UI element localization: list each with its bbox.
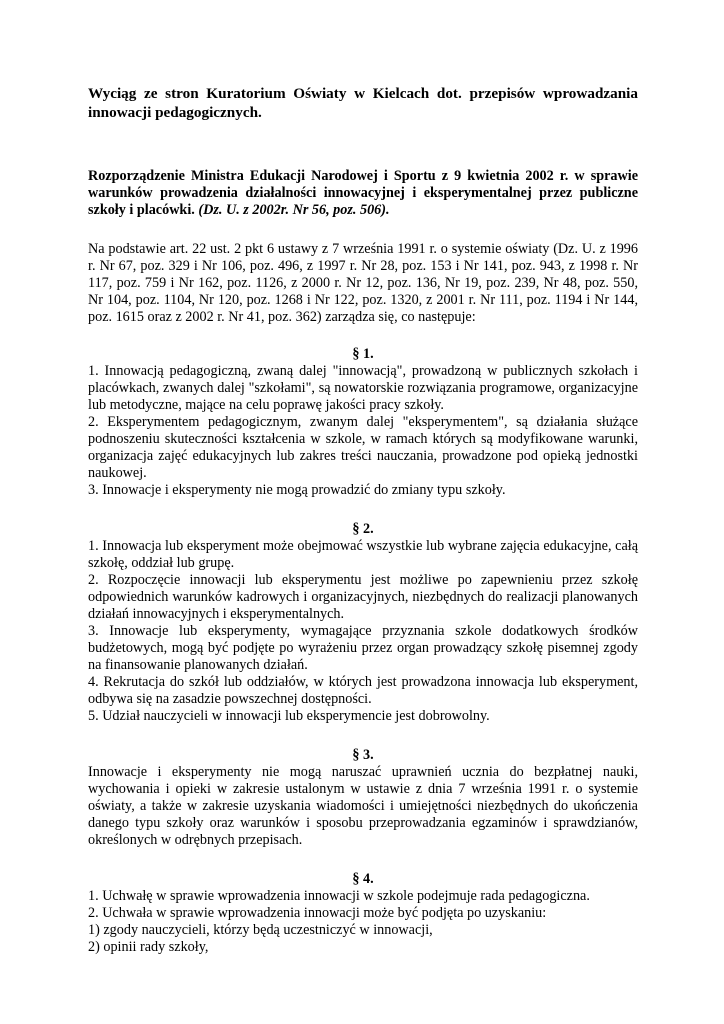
section-1 bbox=[88, 346, 638, 499]
section-heading: § 2. bbox=[352, 521, 374, 537]
section-paragraph: 4. Rekrutacja do szkół lub oddziałów, w których jest prowadzona innowacja lub eksperyment, odbywa się na zasadzie powszechnej dostępności. bbox=[88, 674, 638, 707]
section-4 bbox=[88, 871, 638, 956]
section-2 bbox=[88, 521, 638, 725]
section-heading: § 1. bbox=[352, 346, 374, 362]
list-item: 2) opinii rady szkoły, bbox=[88, 939, 209, 955]
section-paragraph: 1. Innowacją pedagogiczną, zwaną dalej "innowacją", prowadzoną w publicznych szkołach i placówkach, zwanych dalej "szkołami", są nowatorskie rozwiązania programowe, organizacyjne lub metodyczne, mające na celu poprawę jakości pracy szkoły. bbox=[88, 363, 638, 413]
list-item: 1) zgody nauczycieli, którzy będą uczestniczyć w innowacji, bbox=[88, 922, 433, 938]
section-paragraph: 3. Innowacje lub eksperymenty, wymagające przyznania szkole dodatkowych środków budżetowych, mogą być podjęte po wyrażeniu przez organ prowadzący szkołę pisemnej zgody na finansowanie planowanych działań. bbox=[88, 623, 638, 673]
section-paragraph: 3. Innowacje i eksperymenty nie mogą prowadzić do zmiany typu szkoły. bbox=[88, 482, 506, 498]
intro-paragraph: Na podstawie art. 22 ust. 2 pkt 6 ustawy z 7 września 1991 r. o systemie oświaty (Dz. U. z 1996 r. Nr 67, poz. 329 i Nr 106, poz. 496, z 1997 r. Nr 28, poz. 153 i Nr 141, poz. 943, z 1998 r. Nr 117, poz. 759 i Nr 162, poz. 1126, z 2000 r. Nr 12, poz. 136, Nr 19, poz. 239, Nr 48, poz. 550, Nr 104, poz. 1104, Nr 120, poz. 1268 i Nr 122, poz. 1320, z 2001 r. Nr 111, poz. 1194 i Nr 144, poz. 1615 oraz z 2002 r. Nr 41, poz. 362) zarządza się, co następuje: bbox=[88, 241, 638, 325]
section-paragraph: 2. Rozpoczęcie innowacji lub eksperymentu jest możliwe po zapewnieniu przez szkołę odpowiednich warunków kadrowych i organizacyjnych, niezbędnych do realizacji planowanych działań innowacyjnych i eksperymentalnych. bbox=[88, 572, 638, 622]
section-heading: § 3. bbox=[352, 747, 374, 763]
section-paragraph: 5. Udział nauczycieli w innowacji lub eksperymencie jest dobrowolny. bbox=[88, 708, 490, 724]
section-3 bbox=[88, 747, 638, 849]
regulation-title bbox=[88, 168, 638, 219]
regulation-reference: (Dz. U. z 2002r. Nr 56, poz. 506). bbox=[198, 202, 390, 218]
section-paragraph: 1. Uchwałę w sprawie wprowadzenia innowacji w szkole podejmuje rada pedagogiczna. bbox=[88, 888, 590, 904]
section-heading: § 4. bbox=[352, 871, 374, 887]
section-paragraph: 1. Innowacja lub eksperyment może obejmować wszystkie lub wybrane zajęcia edukacyjne, całą szkołę, oddział lub grupę. bbox=[88, 538, 638, 571]
regulation-text: Rozporządzenie Ministra Edukacji Narodowej i Sportu z 9 kwietnia 2002 r. w sprawie warunków prowadzenia działalności innowacyjnej i eksperymentalnej przez publiczne szkoły i placówki. bbox=[88, 168, 638, 218]
section-paragraph: Innowacje i eksperymenty nie mogą naruszać uprawnień ucznia do bezpłatnej nauki, wychowania i opieki w zakresie ustalonym w ustawie z dnia 7 września 1991 r. o systemie oświaty, a także w zakresie uzyskania wiadomości i umiejętności niezbędnych do ukończenia danego typu szkoły oraz warunków i sposobu przeprowadzania egzaminów i sprawdzianów, określonych w odrębnych przepisach. bbox=[88, 764, 638, 848]
section-paragraph: 2. Uchwała w sprawie wprowadzenia innowacji może być podjęta po uzyskaniu: bbox=[88, 905, 547, 921]
document-title: Wyciąg ze stron Kuratorium Oświaty w Kielcach dot. przepisów wprowadzania innowacji pedagogicznych. bbox=[88, 85, 638, 121]
section-paragraph: 2. Eksperymentem pedagogicznym, zwanym dalej "eksperymentem", są działania służące podnoszeniu skuteczności kształcenia w szkole, w ramach których są modyfikowane warunki, organizacja zajęć edukacyjnych lub zakres treści nauczania, prowadzone pod opieką jednostki naukowej. bbox=[88, 414, 638, 481]
